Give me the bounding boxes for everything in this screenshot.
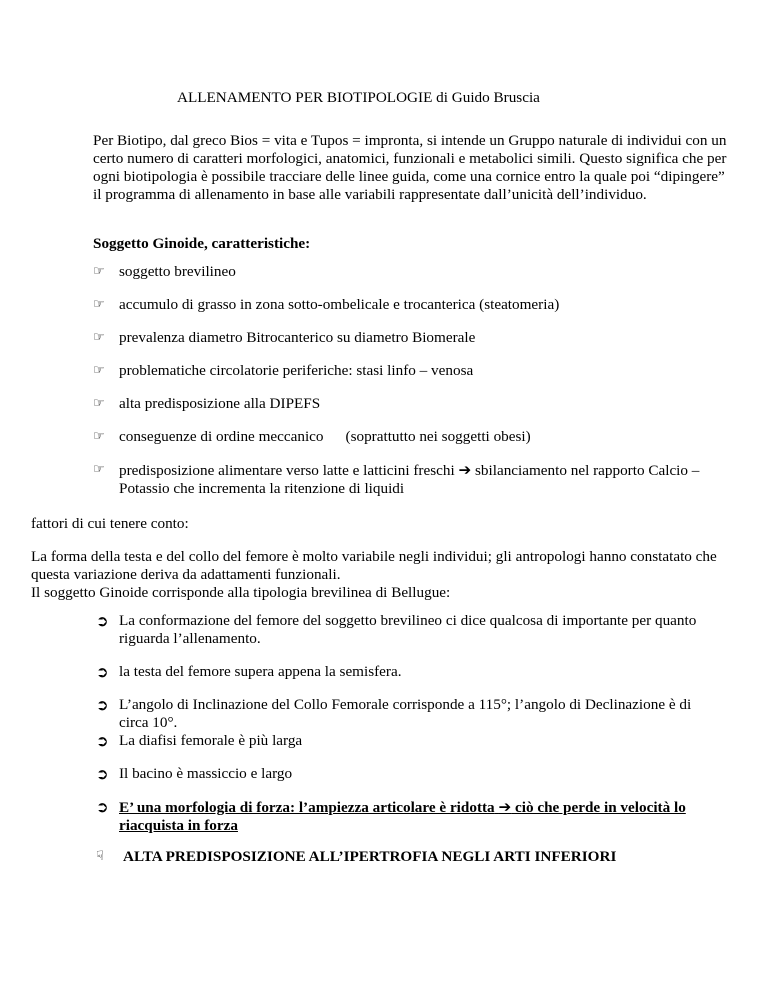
section-heading: Soggetto Ginoide, caratteristiche: [93,235,311,252]
hand-point-icon: ☟ [96,849,104,864]
document-page: ALLENAMENTO PER BIOTIPOLOGIE di Guido Bruscia Per Biotipo, dal greco Bios = vita e Tupos = impronta, si intende un Gruppo naturale di individui con un certo numero di caratteri morfologici, anatomici, funzionali e metabolici simili. Questo significa che per ogni biotipologia è possibile tracciare delle linee guida, come una cornice entro la quale poi “dipingere” il programma di allenamento in base alle variabili rappresentate dall’unicità dell’individuo. Soggetto Ginoide, caratteristiche: ☞ soggetto brevilineo ☞ accumulo di grasso in zona sotto-ombelicale e trocanterica (steatomeria) ☞ prevalenza diametro Bitrocanterico su diametro Biomerale ☞ problematiche circolatorie periferiche: stasi linfo – venosa ☞ alta predisposizione alla DIPEFS ☞ conseguenze di ordine meccanico (soprattutto nei soggetti obesi) ☞ predisposizione alimentare verso latte e latticini freschi ➔ sbilanciamento nel rapporto Calcio – Potassio che incrementa la ritenzione di liquidi fattori di cui tenere conto: La forma della testa e del collo del femore è molto variabile negli individui; gli antropologi hanno constatato che questa variazione deriva da adattamenti funzionali. Il soggetto Ginoide corrisponde alla tipologia brevilinea di Bellugue: ➲ La conformazione del femore del soggetto brevilineo ci dice qualcosa di importante per quanto riguarda l’allenamento. ➲ la testa del femore supera appena la semisfera. ➲ L’angolo di Inclinazione del Collo Femorale corrisponde a 115°; l’angolo di Declinazione è di circa 10°. ➲ La diafisi femorale è più larga ➲ Il bacino è massiccio e largo ➲ E’ una morfologia di forza: l’ampiezza articolare è ridotta ➔ ciò che perde in velocità lo riacquista in forza ☟ ALTA PREDISPOSIZIONE ALL’IPERTROFIA NEGLI ARTI INFERIORI [0,0,768,994]
curved-arrow-icon: ➲ [96,663,109,681]
pointing-hand-icon: ☞ [93,297,105,312]
right-arrow-icon: ➔ [458,461,472,479]
curved-arrow-icon: ➲ [96,765,109,783]
intro-paragraph: Per Biotipo, dal greco Bios = vita e Tupos = impronta, si intende un Gruppo naturale di individui con un certo numero di caratteri morfologici, anatomici, funzionali e metabolici simili. Questo significa che per ogni biotipologia è possibile tracciare delle linee guida, come una cornice entro la quale poi “dipingere” il programma di allenamento in base alle variabili rappresentate dall’unicità dell’individuo. [93,132,727,203]
curved-arrow-icon: ➲ [96,696,109,714]
factors-label: fattori di cui tenere conto: [31,515,189,532]
curved-arrow-icon: ➲ [96,732,109,750]
right-arrow-icon: ➔ [498,798,512,816]
pointing-hand-icon: ☞ [93,429,105,444]
femur-paragraph: La forma della testa e del collo del femore è molto variabile negli individui; gli antropologi hanno constatato che questa variazione deriva da adattamenti funzionali. Il soggetto Ginoide corrisponde alla tipologia brevilinea di Bellugue: [31,548,717,601]
pointing-hand-icon: ☞ [93,396,105,411]
pointing-hand-icon: ☞ [93,264,105,279]
page-title: ALLENAMENTO PER BIOTIPOLOGIE di Guido Bruscia [177,89,540,106]
pointing-hand-icon: ☞ [93,363,105,378]
pointing-hand-icon: ☞ [93,462,105,477]
curved-arrow-icon: ➲ [96,798,109,816]
pointing-hand-icon: ☞ [93,330,105,345]
curved-arrow-icon: ➲ [96,612,109,630]
